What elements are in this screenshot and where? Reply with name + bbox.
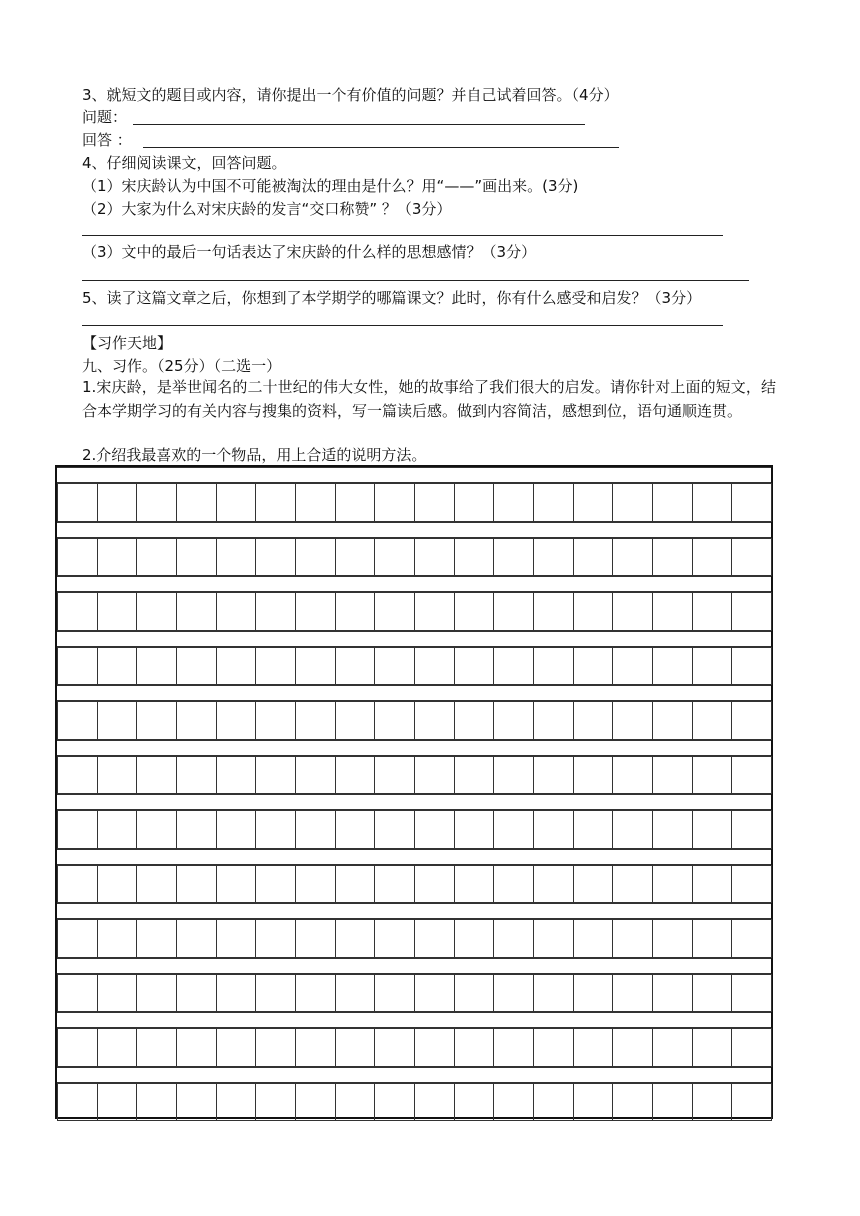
grid-cell[interactable] bbox=[335, 1083, 376, 1122]
grid-cell[interactable] bbox=[612, 1083, 653, 1122]
grid-cell[interactable] bbox=[295, 810, 336, 849]
grid-cell[interactable] bbox=[57, 1083, 98, 1122]
grid-cell[interactable] bbox=[692, 701, 733, 740]
grid-cell[interactable] bbox=[255, 483, 296, 522]
grid-cell[interactable] bbox=[295, 974, 336, 1013]
grid-row-spacer bbox=[57, 794, 771, 810]
grid-cell[interactable] bbox=[612, 865, 653, 904]
grid-cell[interactable] bbox=[533, 592, 574, 631]
q4-sub1: （1）宋庆龄认为中国不可能被淘汰的理由是什么？用“——”画出来。(3分) bbox=[82, 177, 579, 195]
grid-cell[interactable] bbox=[176, 865, 217, 904]
grid-cell[interactable] bbox=[612, 1028, 653, 1067]
grid-cell[interactable] bbox=[374, 538, 415, 577]
grid-cell[interactable] bbox=[255, 592, 296, 631]
grid-cell[interactable] bbox=[493, 756, 534, 795]
grid-cell[interactable] bbox=[533, 701, 574, 740]
grid-cell[interactable] bbox=[374, 1083, 415, 1122]
grid-cell[interactable] bbox=[731, 919, 772, 958]
grid-cell[interactable] bbox=[374, 1028, 415, 1067]
q3-answer-line[interactable] bbox=[143, 147, 619, 148]
grid-row-spacer bbox=[57, 685, 771, 701]
grid-cell[interactable] bbox=[335, 483, 376, 522]
grid-row-spacer bbox=[57, 958, 771, 974]
grid-cell[interactable] bbox=[216, 865, 257, 904]
grid-cell[interactable] bbox=[255, 756, 296, 795]
grid-cell[interactable] bbox=[97, 483, 138, 522]
grid-cell[interactable] bbox=[573, 919, 614, 958]
grid-cell[interactable] bbox=[692, 810, 733, 849]
grid-cell[interactable] bbox=[255, 701, 296, 740]
grid-cell[interactable] bbox=[573, 974, 614, 1013]
grid-cell[interactable] bbox=[414, 701, 455, 740]
q4-sub2: （2）大家为什么对宋庆龄的发言“交口称赞” ？（3分） bbox=[82, 200, 452, 218]
grid-row-spacer bbox=[57, 467, 771, 483]
grid-cell[interactable] bbox=[57, 538, 98, 577]
grid-cell[interactable] bbox=[374, 974, 415, 1013]
grid-cell[interactable] bbox=[374, 647, 415, 686]
grid-cell[interactable] bbox=[295, 919, 336, 958]
grid-cell[interactable] bbox=[57, 1028, 98, 1067]
grid-cell[interactable] bbox=[573, 810, 614, 849]
grid-cell[interactable] bbox=[454, 865, 495, 904]
grid-cell[interactable] bbox=[97, 647, 138, 686]
composition-grid[interactable] bbox=[55, 465, 773, 1119]
grid-cell[interactable] bbox=[374, 865, 415, 904]
grid-cell[interactable] bbox=[176, 1028, 217, 1067]
grid-cell[interactable] bbox=[216, 647, 257, 686]
grid-cell[interactable] bbox=[454, 919, 495, 958]
writing-section-title: 【习作天地】 bbox=[82, 334, 173, 352]
grid-cell[interactable] bbox=[176, 919, 217, 958]
q5-prompt: 5、读了这篇文章之后，你想到了本学期学的哪篇课文？此时，你有什么感受和启发？（3分） bbox=[82, 289, 702, 307]
grid-cell[interactable] bbox=[136, 865, 177, 904]
grid-cell[interactable] bbox=[454, 810, 495, 849]
grid-cell[interactable] bbox=[255, 974, 296, 1013]
grid-cell[interactable] bbox=[533, 1028, 574, 1067]
grid-cell[interactable] bbox=[295, 756, 336, 795]
grid-cell[interactable] bbox=[216, 483, 257, 522]
grid-cell[interactable] bbox=[612, 592, 653, 631]
grid-cell[interactable] bbox=[57, 647, 98, 686]
grid-cell[interactable] bbox=[493, 1028, 534, 1067]
grid-cell[interactable] bbox=[652, 974, 693, 1013]
grid-cell[interactable] bbox=[335, 1028, 376, 1067]
grid-cell[interactable] bbox=[414, 919, 455, 958]
grid-cell[interactable] bbox=[493, 538, 534, 577]
writing-heading: 九、习作。（25分）（二选一） bbox=[82, 357, 282, 375]
grid-cell[interactable] bbox=[176, 538, 217, 577]
grid-cell[interactable] bbox=[573, 865, 614, 904]
grid-cell[interactable] bbox=[692, 483, 733, 522]
grid-cell[interactable] bbox=[493, 919, 534, 958]
grid-cell[interactable] bbox=[731, 810, 772, 849]
grid-cell[interactable] bbox=[652, 538, 693, 577]
grid-cell[interactable] bbox=[57, 592, 98, 631]
grid-cell[interactable] bbox=[335, 756, 376, 795]
writing-option-2: 2.介绍我最喜欢的一个物品，用上合适的说明方法。 bbox=[82, 446, 427, 464]
grid-cell[interactable] bbox=[97, 810, 138, 849]
grid-cell[interactable] bbox=[533, 919, 574, 958]
q3-answer-label: 回答 ： bbox=[82, 131, 132, 149]
grid-row-spacer bbox=[57, 631, 771, 647]
grid-row-spacer bbox=[57, 903, 771, 919]
grid-cell[interactable] bbox=[731, 538, 772, 577]
grid-cell[interactable] bbox=[493, 701, 534, 740]
grid-cell[interactable] bbox=[454, 974, 495, 1013]
grid-cell[interactable] bbox=[652, 483, 693, 522]
grid-cell[interactable] bbox=[692, 865, 733, 904]
grid-cell[interactable] bbox=[573, 647, 614, 686]
grid-cell[interactable] bbox=[573, 538, 614, 577]
grid-cell[interactable] bbox=[612, 756, 653, 795]
grid-row-spacer bbox=[57, 522, 771, 538]
grid-cell[interactable] bbox=[493, 592, 534, 631]
grid-cell[interactable] bbox=[533, 483, 574, 522]
grid-cell[interactable] bbox=[692, 919, 733, 958]
grid-cell[interactable] bbox=[176, 701, 217, 740]
grid-cell[interactable] bbox=[414, 538, 455, 577]
q4-sub3-answer-line[interactable] bbox=[82, 280, 749, 281]
grid-cell[interactable] bbox=[136, 592, 177, 631]
grid-cell[interactable] bbox=[454, 483, 495, 522]
grid-row-spacer bbox=[57, 1067, 771, 1083]
grid-cell[interactable] bbox=[612, 974, 653, 1013]
grid-cell[interactable] bbox=[97, 538, 138, 577]
grid-cell[interactable] bbox=[533, 647, 574, 686]
grid-cell[interactable] bbox=[731, 865, 772, 904]
grid-row-spacer bbox=[57, 1012, 771, 1028]
grid-cell[interactable] bbox=[57, 701, 98, 740]
q3-prompt: 3、就短文的题目或内容，请你提出一个有价值的问题？并自己试着回答。（4分） bbox=[82, 86, 619, 104]
grid-cell[interactable] bbox=[216, 974, 257, 1013]
grid-cell[interactable] bbox=[731, 1028, 772, 1067]
grid-cell[interactable] bbox=[612, 538, 653, 577]
grid-cell[interactable] bbox=[731, 701, 772, 740]
q4-sub2-answer-line[interactable] bbox=[82, 235, 723, 236]
grid-cell[interactable] bbox=[454, 647, 495, 686]
grid-cell[interactable] bbox=[295, 1028, 336, 1067]
grid-cell[interactable] bbox=[176, 592, 217, 631]
grid-cell[interactable] bbox=[533, 810, 574, 849]
grid-cell[interactable] bbox=[454, 538, 495, 577]
grid-cell[interactable] bbox=[612, 701, 653, 740]
grid-cell[interactable] bbox=[454, 701, 495, 740]
grid-cell[interactable] bbox=[97, 1028, 138, 1067]
grid-cell[interactable] bbox=[136, 483, 177, 522]
q5-answer-line[interactable] bbox=[82, 325, 723, 326]
q4-prompt: 4、仔细阅读课文，回答问题。 bbox=[82, 154, 287, 172]
grid-cell[interactable] bbox=[533, 865, 574, 904]
grid-cell[interactable] bbox=[295, 865, 336, 904]
grid-cell[interactable] bbox=[414, 647, 455, 686]
grid-cell[interactable] bbox=[493, 810, 534, 849]
grid-cell[interactable] bbox=[414, 974, 455, 1013]
grid-cell[interactable] bbox=[335, 647, 376, 686]
grid-cell[interactable] bbox=[136, 810, 177, 849]
grid-cell[interactable] bbox=[136, 701, 177, 740]
grid-cell[interactable] bbox=[573, 1083, 614, 1122]
grid-cell[interactable] bbox=[414, 1028, 455, 1067]
grid-cell[interactable] bbox=[255, 1028, 296, 1067]
q3-question-answer-line[interactable] bbox=[133, 124, 585, 125]
grid-cell[interactable] bbox=[255, 647, 296, 686]
grid-cell[interactable] bbox=[97, 1083, 138, 1122]
grid-cell[interactable] bbox=[57, 756, 98, 795]
grid-cell[interactable] bbox=[255, 919, 296, 958]
grid-cell[interactable] bbox=[216, 756, 257, 795]
grid-cell[interactable] bbox=[295, 483, 336, 522]
grid-cell[interactable] bbox=[97, 974, 138, 1013]
grid-cell[interactable] bbox=[652, 592, 693, 631]
grid-cell[interactable] bbox=[216, 919, 257, 958]
grid-cell[interactable] bbox=[176, 974, 217, 1013]
grid-cell[interactable] bbox=[652, 865, 693, 904]
grid-cell[interactable] bbox=[136, 919, 177, 958]
grid-cell[interactable] bbox=[612, 810, 653, 849]
grid-cell[interactable] bbox=[97, 592, 138, 631]
grid-cell[interactable] bbox=[216, 1083, 257, 1122]
grid-cell[interactable] bbox=[692, 974, 733, 1013]
grid-cell[interactable] bbox=[255, 810, 296, 849]
grid-cell[interactable] bbox=[176, 647, 217, 686]
grid-cell[interactable] bbox=[374, 810, 415, 849]
grid-cell[interactable] bbox=[335, 538, 376, 577]
grid-cell[interactable] bbox=[533, 974, 574, 1013]
grid-cell[interactable] bbox=[533, 756, 574, 795]
grid-cell[interactable] bbox=[414, 756, 455, 795]
grid-cell[interactable] bbox=[295, 1083, 336, 1122]
grid-cell[interactable] bbox=[612, 483, 653, 522]
grid-cell[interactable] bbox=[573, 483, 614, 522]
grid-cell[interactable] bbox=[374, 483, 415, 522]
grid-cell[interactable] bbox=[731, 592, 772, 631]
grid-cell[interactable] bbox=[176, 483, 217, 522]
grid-cell[interactable] bbox=[692, 1083, 733, 1122]
grid-cell[interactable] bbox=[573, 1028, 614, 1067]
grid-cell[interactable] bbox=[216, 810, 257, 849]
grid-cell[interactable] bbox=[57, 865, 98, 904]
grid-cell[interactable] bbox=[136, 647, 177, 686]
grid-cell[interactable] bbox=[57, 974, 98, 1013]
grid-cell[interactable] bbox=[533, 538, 574, 577]
grid-cell[interactable] bbox=[97, 756, 138, 795]
grid-cell[interactable] bbox=[136, 538, 177, 577]
grid-cell[interactable] bbox=[652, 810, 693, 849]
grid-cell[interactable] bbox=[573, 701, 614, 740]
grid-cell[interactable] bbox=[692, 592, 733, 631]
grid-cell[interactable] bbox=[97, 865, 138, 904]
grid-cell[interactable] bbox=[216, 701, 257, 740]
grid-cell[interactable] bbox=[295, 701, 336, 740]
grid-cell[interactable] bbox=[612, 919, 653, 958]
grid-cell[interactable] bbox=[414, 1083, 455, 1122]
grid-cell[interactable] bbox=[136, 974, 177, 1013]
grid-cell[interactable] bbox=[295, 592, 336, 631]
grid-cell[interactable] bbox=[454, 1083, 495, 1122]
grid-cell[interactable] bbox=[136, 1028, 177, 1067]
grid-cell[interactable] bbox=[335, 919, 376, 958]
grid-cell[interactable] bbox=[335, 974, 376, 1013]
grid-cell[interactable] bbox=[414, 483, 455, 522]
grid-cell[interactable] bbox=[493, 865, 534, 904]
grid-cell[interactable] bbox=[652, 1083, 693, 1122]
grid-cell[interactable] bbox=[454, 756, 495, 795]
q4-sub3: （3）文中的最后一句话表达了宋庆龄的什么样的思想感情？（3分） bbox=[82, 243, 537, 261]
grid-cell[interactable] bbox=[335, 701, 376, 740]
grid-cell[interactable] bbox=[335, 810, 376, 849]
grid-cell[interactable] bbox=[57, 810, 98, 849]
grid-cell[interactable] bbox=[335, 592, 376, 631]
grid-cell[interactable] bbox=[692, 647, 733, 686]
grid-cell[interactable] bbox=[493, 974, 534, 1013]
grid-cell[interactable] bbox=[216, 1028, 257, 1067]
grid-cell[interactable] bbox=[493, 483, 534, 522]
grid-cell[interactable] bbox=[493, 647, 534, 686]
grid-cell[interactable] bbox=[652, 647, 693, 686]
grid-cell[interactable] bbox=[493, 1083, 534, 1122]
grid-cell[interactable] bbox=[414, 865, 455, 904]
grid-cell[interactable] bbox=[731, 974, 772, 1013]
grid-cell[interactable] bbox=[295, 538, 336, 577]
grid-cell[interactable] bbox=[216, 538, 257, 577]
grid-cell[interactable] bbox=[454, 592, 495, 631]
grid-cell[interactable] bbox=[176, 810, 217, 849]
grid-cell[interactable] bbox=[533, 1083, 574, 1122]
grid-cell[interactable] bbox=[57, 919, 98, 958]
grid-cell[interactable] bbox=[335, 865, 376, 904]
grid-cell[interactable] bbox=[176, 756, 217, 795]
grid-cell[interactable] bbox=[374, 919, 415, 958]
grid-cell[interactable] bbox=[374, 701, 415, 740]
grid-cell[interactable] bbox=[612, 647, 653, 686]
grid-cell[interactable] bbox=[216, 592, 257, 631]
q3-question-label: 问题： bbox=[82, 108, 128, 126]
grid-row-spacer bbox=[57, 576, 771, 592]
grid-cell[interactable] bbox=[573, 592, 614, 631]
grid-cell[interactable] bbox=[731, 756, 772, 795]
grid-cell[interactable] bbox=[136, 1083, 177, 1122]
grid-cell[interactable] bbox=[97, 701, 138, 740]
grid-cell[interactable] bbox=[414, 810, 455, 849]
grid-cell[interactable] bbox=[176, 1083, 217, 1122]
grid-cell[interactable] bbox=[652, 756, 693, 795]
grid-cell[interactable] bbox=[731, 1083, 772, 1122]
grid-cell[interactable] bbox=[652, 701, 693, 740]
grid-cell[interactable] bbox=[255, 538, 296, 577]
grid-cell[interactable] bbox=[255, 1083, 296, 1122]
grid-cell[interactable] bbox=[692, 1028, 733, 1067]
grid-cell[interactable] bbox=[374, 592, 415, 631]
grid-cell[interactable] bbox=[97, 919, 138, 958]
grid-cell[interactable] bbox=[374, 756, 415, 795]
grid-cell[interactable] bbox=[136, 756, 177, 795]
grid-cell[interactable] bbox=[692, 756, 733, 795]
grid-cell[interactable] bbox=[692, 538, 733, 577]
grid-cell[interactable] bbox=[731, 647, 772, 686]
grid-cell[interactable] bbox=[57, 483, 98, 522]
grid-cell[interactable] bbox=[454, 1028, 495, 1067]
grid-cell[interactable] bbox=[731, 483, 772, 522]
grid-row-spacer bbox=[57, 849, 771, 865]
writing-option-1: 1.宋庆龄，是举世闻名的二十世纪的伟大女性，她的故事给了我们很大的启发。请你针对上面的短文，结合本学期学习的有关内容与搜集的资料，写一篇读后感。做到内容简洁，感想到位，语句通顺连贯。 bbox=[82, 378, 776, 420]
grid-cell[interactable] bbox=[414, 592, 455, 631]
grid-cell[interactable] bbox=[652, 919, 693, 958]
grid-row-spacer bbox=[57, 740, 771, 756]
grid-cell[interactable] bbox=[255, 865, 296, 904]
grid-cell[interactable] bbox=[295, 647, 336, 686]
grid-cell[interactable] bbox=[573, 756, 614, 795]
grid-cell[interactable] bbox=[652, 1028, 693, 1067]
